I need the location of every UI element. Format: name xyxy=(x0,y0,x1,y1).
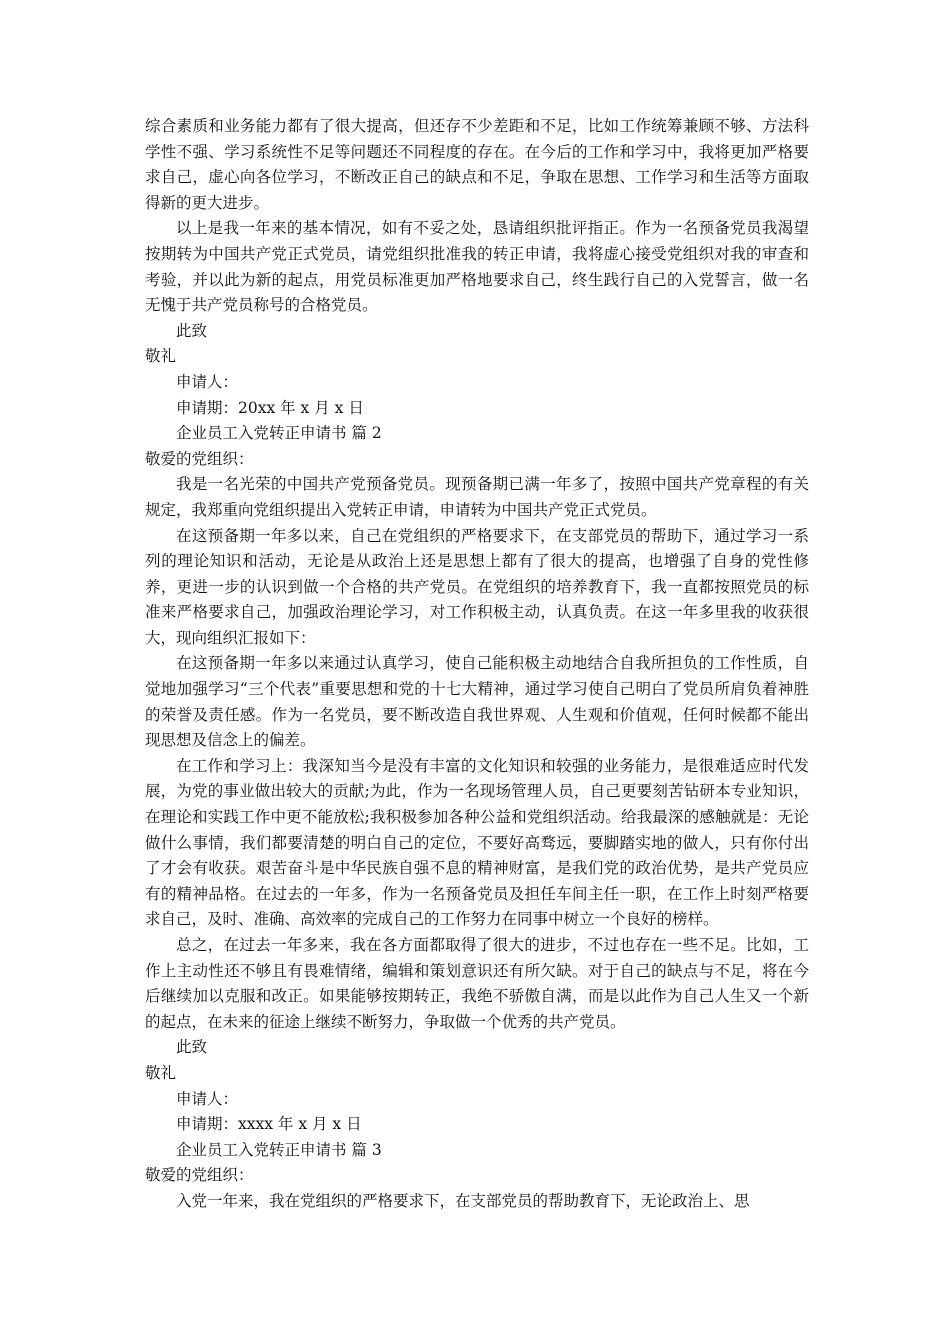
paragraph: 我是一名光荣的中国共产党预备党员。现预备期已满一年多了，按照中国共产党章程的有关规定，我郑重向党组织提出入党转正申请，申请转为中国共产党正式党员。 xyxy=(145,475,809,519)
greeting: 敬爱的党组织： xyxy=(145,449,254,468)
paragraph: 总之，在过去一年多来，我在各方面都取得了很大的进步，不过也存在一些不足。比如，工作上主动性还不够且有畏难情绪，编辑和策划意识还有所欠缺。对于自己的缺点与不足，将在今后继续加以克服和改正。如果能够按期转正，我绝不骄傲自满，而是以此作为自己人生又一个新的起点，在未来的征途上继续不断努力，争取做一个优秀的共产党员。 xyxy=(145,936,809,1031)
closing-regards: 敬礼 xyxy=(145,1063,177,1082)
section-title: 企业员工入党转正申请书 篇 2 xyxy=(176,424,382,443)
paragraph: 综合素质和业务能力都有了很大提高，但还存不少差距和不足，比如工作统筹兼顾不够、方法科学性不强、学习系统性不足等问题还不同程度的存在。在今后的工作和学习中，我将更加严格要求自己，虚心向各位学习，不断改正自己的缺点和不足，争取在思想、工作学习和生活等方面取得新的更大进步。 xyxy=(145,117,809,212)
document-page xyxy=(145,114,809,1215)
paragraph: 在这预备期一年多以来，自己在党组织的严格要求下，在支部党员的帮助下，通过学习一系列的理论知识和活动，无论是从政治上还是思想上都有了很大的提高，也增强了自身的党性修养，更进一步的认识到做一个合格的共产党员。在党组织的培养教育下，我一直都按照党员的标准来严格要求自己，加强政治理论学习，对工作积极主动，认真负责。在这一年多里我的收获很大，现向组织汇报如下： xyxy=(145,526,809,647)
applicant-line: 申请人： xyxy=(176,1089,239,1108)
date-line: 申请期：xxxx 年 x 月 x 日 xyxy=(176,1115,362,1134)
paragraph: 在这预备期一年多以来通过认真学习，使自己能积极主动地结合自我所担负的工作性质，自觉地加强学习“三个代表”重要思想和党的十七大精神，通过学习使自己明白了党员所肩负着神胜的荣誉及责任感。作为一名党员，要不断改造自我世界观、人生观和价值观，任何时候都不能出现思想及信念上的偏差。 xyxy=(145,654,809,750)
closing-salutation: 此致 xyxy=(176,1038,208,1057)
closing-regards: 敬礼 xyxy=(145,347,177,366)
paragraph: 入党一年来，我在党组织的严格要求下，在支部党员的帮助教育下，无论政治上、思 xyxy=(176,1191,750,1210)
section-title: 企业员工入党转正申请书 篇 3 xyxy=(176,1140,382,1159)
paragraph: 在工作和学习上：我深知当今是没有丰富的文化知识和较强的业务能力，是很难适应时代发展，为党的事业做出较大的贡献;为此，作为一名现场管理人员，自己更要刻苦钻研本专业知识，在理论和实践工作中更不能放松;我积极参加各种公益和党组织活动。给我最深的感触就是：无论做什么事情，我们都要清楚的明白自己的定位，不要好高骛远，要脚踏实地的做人，只有你付出了才会有收获。艰苦奋斗是中华民族自强不息的精神财富，是我们党的政治优势，是共产党员应有的精神品格。在过去的一年多，作为一名预备党员及担任车间主任一职，在工作上时刻严格要求自己，及时、准确、高效率的完成自己的工作努力在同事中树立一个良好的榜样。 xyxy=(145,756,809,929)
paragraph: 以上是我一年来的基本情况，如有不妥之处，恳请组织批评指正。作为一名预备党员我渴望按期转为中国共产党正式党员，请党组织批准我的转正申请，我将虚心接受党组织对我的审查和考验，并以此为新的起点，用党员标准更加严格地要求自己，终生践行自己的入党誓言，做一名无愧于共产党员称号的合格党员。 xyxy=(145,219,809,315)
greeting: 敬爱的党组织： xyxy=(145,1166,254,1185)
date-line: 申请期：20xx 年 x 月 x 日 xyxy=(176,398,364,417)
applicant-line: 申请人： xyxy=(176,372,239,391)
closing-salutation: 此致 xyxy=(176,321,208,340)
